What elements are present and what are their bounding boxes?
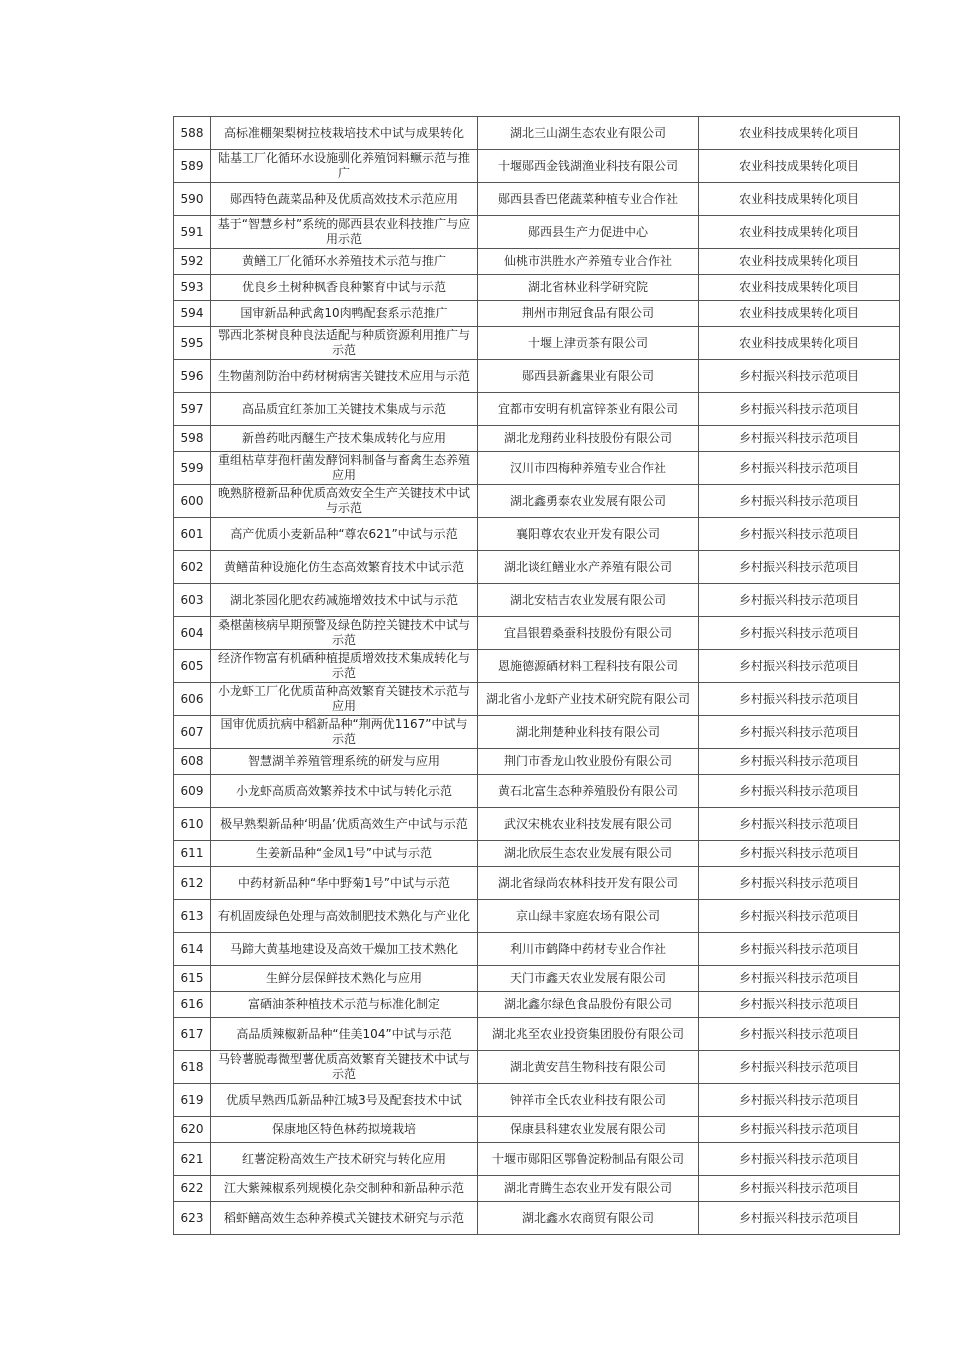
table-row xyxy=(174,683,900,716)
project-type: 乡村振兴科技示范项目 xyxy=(699,1051,900,1084)
row-number: 617 xyxy=(174,1018,211,1051)
row-number: 622 xyxy=(174,1176,211,1202)
table-row xyxy=(174,867,900,900)
organization-name: 湖北省小龙虾产业技术研究院有限公司 xyxy=(478,683,699,716)
organization-name: 十堰郧西金钱湖渔业科技有限公司 xyxy=(478,150,699,183)
project-type: 乡村振兴科技示范项目 xyxy=(699,617,900,650)
organization-name: 湖北省绿尚农林科技开发有限公司 xyxy=(478,867,699,900)
project-name: 生鲜分层保鲜技术熟化与应用 xyxy=(211,966,478,992)
project-type: 乡村振兴科技示范项目 xyxy=(699,452,900,485)
row-number: 593 xyxy=(174,275,211,301)
organization-name: 宜都市安明有机富锌茶业有限公司 xyxy=(478,393,699,426)
project-type: 乡村振兴科技示范项目 xyxy=(699,393,900,426)
organization-name: 湖北龙翔药业科技股份有限公司 xyxy=(478,426,699,452)
organization-name: 湖北欣辰生态农业发展有限公司 xyxy=(478,841,699,867)
project-name: 小龙虾工厂化优质苗种高效繁育关键技术示范与应用 xyxy=(211,683,478,716)
organization-name: 钟祥市全氏农业科技有限公司 xyxy=(478,1084,699,1117)
project-name: 江大紫辣椒系列规模化杂交制种和新品种示范 xyxy=(211,1176,478,1202)
project-name: 马蹄大黄基地建设及高效干燥加工技术熟化 xyxy=(211,933,478,966)
table-row xyxy=(174,249,900,275)
row-number: 607 xyxy=(174,716,211,749)
project-type: 农业科技成果转化项目 xyxy=(699,249,900,275)
table-row xyxy=(174,584,900,617)
project-name: 优良乡土树种枫香良种繁育中试与示范 xyxy=(211,275,478,301)
project-name: 极早熟梨新品种‘明晶’优质高效生产中试与示范 xyxy=(211,808,478,841)
table-row xyxy=(174,716,900,749)
table-row xyxy=(174,301,900,327)
project-name: 中药材新品种“华中野菊1号”中试与示范 xyxy=(211,867,478,900)
organization-name: 郧西县新鑫果业有限公司 xyxy=(478,360,699,393)
row-number: 613 xyxy=(174,900,211,933)
table-row xyxy=(174,808,900,841)
table-row xyxy=(174,275,900,301)
project-table-body xyxy=(174,117,900,1235)
organization-name: 湖北三山湖生态农业有限公司 xyxy=(478,117,699,150)
organization-name: 汉川市四梅种养殖专业合作社 xyxy=(478,452,699,485)
project-type: 乡村振兴科技示范项目 xyxy=(699,584,900,617)
organization-name: 湖北安桔吉农业发展有限公司 xyxy=(478,584,699,617)
project-name: 保康地区特色林药拟境栽培 xyxy=(211,1117,478,1143)
project-name: 智慧湖羊养殖管理系统的研发与应用 xyxy=(211,749,478,775)
table-row xyxy=(174,900,900,933)
organization-name: 十堰市郧阳区鄂鲁淀粉制品有限公司 xyxy=(478,1143,699,1176)
organization-name: 湖北鑫水农商贸有限公司 xyxy=(478,1202,699,1235)
project-name: 重组枯草芽孢杆菌发酵饲料制备与畜禽生态养殖应用 xyxy=(211,452,478,485)
project-name: 马铃薯脱毒微型薯优质高效繁育关键技术中试与示范 xyxy=(211,1051,478,1084)
organization-name: 天门市鑫天农业发展有限公司 xyxy=(478,966,699,992)
table-row xyxy=(174,183,900,216)
table-row xyxy=(174,966,900,992)
table-row xyxy=(174,1018,900,1051)
organization-name: 湖北青腾生态农业开发有限公司 xyxy=(478,1176,699,1202)
table-row xyxy=(174,1143,900,1176)
project-type: 乡村振兴科技示范项目 xyxy=(699,841,900,867)
row-number: 610 xyxy=(174,808,211,841)
row-number: 615 xyxy=(174,966,211,992)
project-name: 基于“智慧乡村”系统的郧西县农业科技推广与应用示范 xyxy=(211,216,478,249)
row-number: 604 xyxy=(174,617,211,650)
row-number: 592 xyxy=(174,249,211,275)
row-number: 596 xyxy=(174,360,211,393)
project-name: 黄鳝苗种设施化仿生态高效繁育技术中试示范 xyxy=(211,551,478,584)
project-type: 农业科技成果转化项目 xyxy=(699,183,900,216)
project-name: 新兽药吡丙醚生产技术集成转化与应用 xyxy=(211,426,478,452)
project-name: 国审优质抗病中稻新品种“荆两优1167”中试与示范 xyxy=(211,716,478,749)
project-name: 富硒油茶种植技术示范与标准化制定 xyxy=(211,992,478,1018)
organization-name: 湖北省林业科学研究院 xyxy=(478,275,699,301)
row-number: 612 xyxy=(174,867,211,900)
organization-name: 荆州市荆冠食品有限公司 xyxy=(478,301,699,327)
row-number: 603 xyxy=(174,584,211,617)
project-type: 乡村振兴科技示范项目 xyxy=(699,933,900,966)
project-name: 高品质辣椒新品种“佳美104”中试与示范 xyxy=(211,1018,478,1051)
project-name: 有机固废绿色处理与高效制肥技术熟化与产业化 xyxy=(211,900,478,933)
row-number: 591 xyxy=(174,216,211,249)
project-type: 乡村振兴科技示范项目 xyxy=(699,1176,900,1202)
project-name: 湖北茶园化肥农药减施增效技术中试与示范 xyxy=(211,584,478,617)
table-row xyxy=(174,426,900,452)
row-number: 606 xyxy=(174,683,211,716)
row-number: 623 xyxy=(174,1202,211,1235)
organization-name: 郧西县香巴佬蔬菜种植专业合作社 xyxy=(478,183,699,216)
row-number: 608 xyxy=(174,749,211,775)
project-name: 稻虾鳝高效生态种养模式关键技术研究与示范 xyxy=(211,1202,478,1235)
table-row xyxy=(174,1202,900,1235)
row-number: 618 xyxy=(174,1051,211,1084)
organization-name: 保康县科建农业发展有限公司 xyxy=(478,1117,699,1143)
project-type: 乡村振兴科技示范项目 xyxy=(699,1143,900,1176)
project-type: 乡村振兴科技示范项目 xyxy=(699,966,900,992)
project-type: 乡村振兴科技示范项目 xyxy=(699,867,900,900)
organization-name: 湖北鑫勇泰农业发展有限公司 xyxy=(478,485,699,518)
organization-name: 郧西县生产力促进中心 xyxy=(478,216,699,249)
table-row xyxy=(174,1117,900,1143)
row-number: 597 xyxy=(174,393,211,426)
project-type: 乡村振兴科技示范项目 xyxy=(699,808,900,841)
project-name: 陆基工厂化循环水设施驯化养殖饲料鳜示范与推广 xyxy=(211,150,478,183)
project-type: 农业科技成果转化项目 xyxy=(699,275,900,301)
row-number: 600 xyxy=(174,485,211,518)
project-name: 国审新品种武禽10肉鸭配套系示范推广 xyxy=(211,301,478,327)
table-row xyxy=(174,117,900,150)
row-number: 594 xyxy=(174,301,211,327)
project-name: 红薯淀粉高效生产技术研究与转化应用 xyxy=(211,1143,478,1176)
project-name: 郧西特色蔬菜品种及优质高效技术示范应用 xyxy=(211,183,478,216)
project-type: 乡村振兴科技示范项目 xyxy=(699,749,900,775)
organization-name: 京山绿丰家庭农场有限公司 xyxy=(478,900,699,933)
table-row xyxy=(174,452,900,485)
project-type: 乡村振兴科技示范项目 xyxy=(699,716,900,749)
row-number: 620 xyxy=(174,1117,211,1143)
project-name: 生物菌剂防治中药材树病害关键技术应用与示范 xyxy=(211,360,478,393)
row-number: 619 xyxy=(174,1084,211,1117)
project-type: 乡村振兴科技示范项目 xyxy=(699,551,900,584)
organization-name: 襄阳尊农农业开发有限公司 xyxy=(478,518,699,551)
project-type: 乡村振兴科技示范项目 xyxy=(699,485,900,518)
organization-name: 宜昌银碧桑蚕科技股份有限公司 xyxy=(478,617,699,650)
table-row xyxy=(174,327,900,360)
project-type: 农业科技成果转化项目 xyxy=(699,216,900,249)
row-number: 588 xyxy=(174,117,211,150)
row-number: 614 xyxy=(174,933,211,966)
table-row xyxy=(174,1176,900,1202)
table-row xyxy=(174,933,900,966)
table-row xyxy=(174,775,900,808)
project-type: 乡村振兴科技示范项目 xyxy=(699,360,900,393)
table-row xyxy=(174,216,900,249)
organization-name: 恩施德源硒材料工程科技有限公司 xyxy=(478,650,699,683)
project-type: 乡村振兴科技示范项目 xyxy=(699,992,900,1018)
table-row xyxy=(174,617,900,650)
project-type: 农业科技成果转化项目 xyxy=(699,301,900,327)
project-type: 乡村振兴科技示范项目 xyxy=(699,1018,900,1051)
project-table xyxy=(173,116,900,1235)
project-type: 农业科技成果转化项目 xyxy=(699,327,900,360)
project-name: 经济作物富有机硒种植提质增效技术集成转化与示范 xyxy=(211,650,478,683)
organization-name: 湖北黄安莒生物科技有限公司 xyxy=(478,1051,699,1084)
project-name: 高品质宜红茶加工关键技术集成与示范 xyxy=(211,393,478,426)
row-number: 611 xyxy=(174,841,211,867)
project-name: 黄鳝工厂化循环水养殖技术示范与推广 xyxy=(211,249,478,275)
project-name: 高标准棚架梨树拉枝栽培技术中试与成果转化 xyxy=(211,117,478,150)
row-number: 621 xyxy=(174,1143,211,1176)
table-row xyxy=(174,485,900,518)
row-number: 602 xyxy=(174,551,211,584)
table-row xyxy=(174,650,900,683)
table-row xyxy=(174,518,900,551)
row-number: 601 xyxy=(174,518,211,551)
organization-name: 荆门市香龙山牧业股份有限公司 xyxy=(478,749,699,775)
organization-name: 湖北兆至农业投资集团股份有限公司 xyxy=(478,1018,699,1051)
organization-name: 武汉宋桃农业科技发展有限公司 xyxy=(478,808,699,841)
project-type: 乡村振兴科技示范项目 xyxy=(699,1202,900,1235)
row-number: 605 xyxy=(174,650,211,683)
project-type: 乡村振兴科技示范项目 xyxy=(699,518,900,551)
project-name: 晚熟脐橙新品种优质高效安全生产关键技术中试与示范 xyxy=(211,485,478,518)
table-row xyxy=(174,749,900,775)
organization-name: 利川市鹤降中药材专业合作社 xyxy=(478,933,699,966)
project-name: 鄂西北茶树良种良法适配与种质资源利用推广与示范 xyxy=(211,327,478,360)
row-number: 590 xyxy=(174,183,211,216)
row-number: 598 xyxy=(174,426,211,452)
row-number: 595 xyxy=(174,327,211,360)
table-row xyxy=(174,551,900,584)
row-number: 599 xyxy=(174,452,211,485)
organization-name: 湖北荆楚种业科技有限公司 xyxy=(478,716,699,749)
project-type: 乡村振兴科技示范项目 xyxy=(699,775,900,808)
table-row xyxy=(174,1084,900,1117)
project-type: 乡村振兴科技示范项目 xyxy=(699,900,900,933)
table-row xyxy=(174,150,900,183)
table-row xyxy=(174,992,900,1018)
project-type: 乡村振兴科技示范项目 xyxy=(699,650,900,683)
project-name: 桑椹菌核病早期预警及绿色防控关键技术中试与示范 xyxy=(211,617,478,650)
project-name: 小龙虾高质高效繁养技术中试与转化示范 xyxy=(211,775,478,808)
table-row xyxy=(174,360,900,393)
project-name: 优质早熟西瓜新品种江城3号及配套技术中试 xyxy=(211,1084,478,1117)
row-number: 589 xyxy=(174,150,211,183)
project-type: 乡村振兴科技示范项目 xyxy=(699,426,900,452)
project-type: 乡村振兴科技示范项目 xyxy=(699,1117,900,1143)
organization-name: 仙桃市洪胜水产养殖专业合作社 xyxy=(478,249,699,275)
organization-name: 湖北谈红鳝业水产养殖有限公司 xyxy=(478,551,699,584)
row-number: 609 xyxy=(174,775,211,808)
table-row xyxy=(174,1051,900,1084)
project-type: 乡村振兴科技示范项目 xyxy=(699,1084,900,1117)
project-name: 生姜新品种“金凤1号”中试与示范 xyxy=(211,841,478,867)
project-type: 农业科技成果转化项目 xyxy=(699,150,900,183)
table-row xyxy=(174,841,900,867)
organization-name: 黄石北富生态种养殖股份有限公司 xyxy=(478,775,699,808)
project-name: 高产优质小麦新品种“尊农621”中试与示范 xyxy=(211,518,478,551)
project-type: 农业科技成果转化项目 xyxy=(699,117,900,150)
table-row xyxy=(174,393,900,426)
organization-name: 十堰上津贡茶有限公司 xyxy=(478,327,699,360)
organization-name: 湖北鑫尔绿色食品股份有限公司 xyxy=(478,992,699,1018)
row-number: 616 xyxy=(174,992,211,1018)
project-type: 乡村振兴科技示范项目 xyxy=(699,683,900,716)
